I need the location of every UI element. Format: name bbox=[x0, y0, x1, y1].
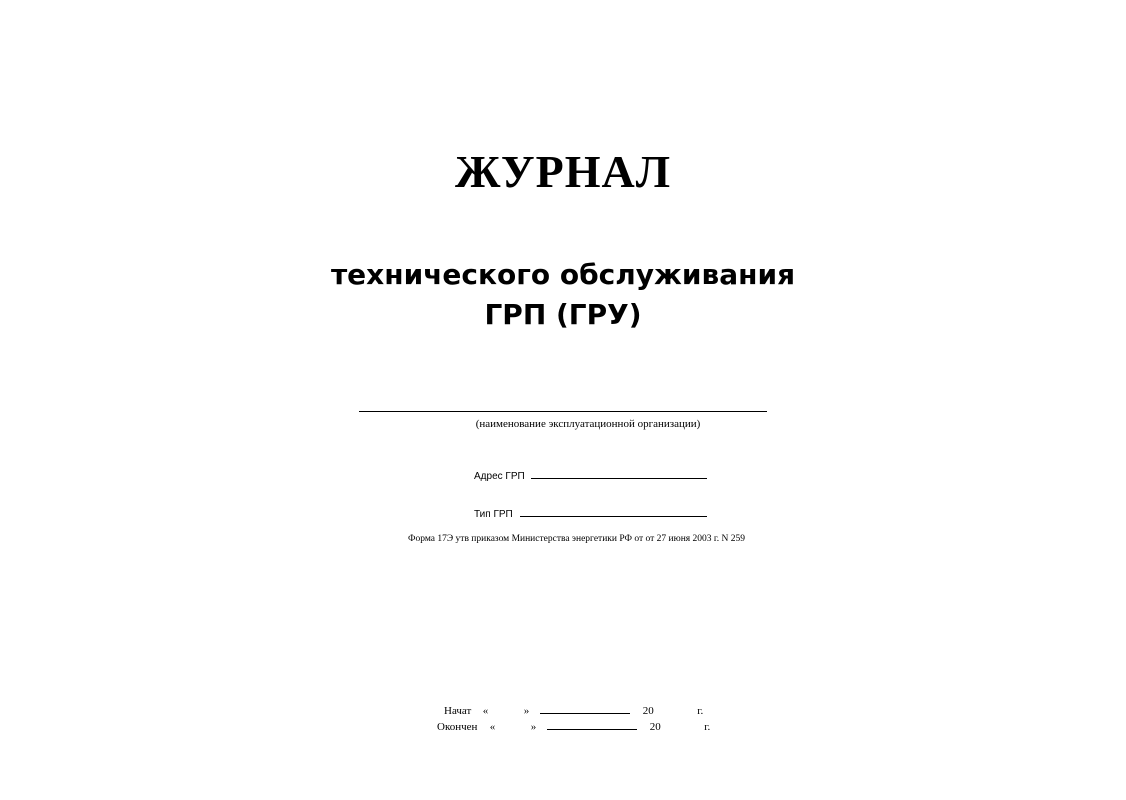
ended-date-row bbox=[437, 719, 710, 733]
type-field bbox=[474, 505, 707, 520]
ended-year-suffix: г. bbox=[704, 721, 711, 733]
form-note: Форма 17Э утв приказом Министерства энергетики РФ от от 27 июня 2003 г. N 259 bbox=[408, 534, 745, 544]
ended-quote-close: » bbox=[530, 721, 537, 733]
started-quote-close: » bbox=[523, 705, 530, 717]
address-line bbox=[531, 467, 707, 479]
journal-subtitle-line2: ГРП (ГРУ) bbox=[484, 298, 642, 331]
started-label: Начат bbox=[444, 705, 472, 717]
ended-label: Окончен bbox=[437, 721, 478, 733]
address-label: Адрес ГРП bbox=[474, 471, 525, 482]
address-field bbox=[474, 467, 707, 482]
started-year-suffix: г. bbox=[697, 705, 704, 717]
ended-quote-open: « bbox=[489, 721, 496, 733]
started-date-row bbox=[444, 703, 703, 717]
started-month-line bbox=[540, 703, 630, 714]
type-line bbox=[520, 505, 707, 517]
journal-title: ЖУРНАЛ bbox=[455, 146, 671, 197]
journal-subtitle-line1: технического обслуживания bbox=[330, 258, 796, 291]
organization-caption: (наименование эксплуатационной организации) bbox=[475, 418, 701, 430]
type-label: Тип ГРП bbox=[474, 509, 513, 520]
ended-month-line bbox=[547, 719, 637, 730]
ended-year-prefix: 20 bbox=[649, 721, 661, 733]
started-quote-open: « bbox=[482, 705, 489, 717]
organization-name-line bbox=[359, 411, 767, 412]
started-year-prefix: 20 bbox=[642, 705, 654, 717]
